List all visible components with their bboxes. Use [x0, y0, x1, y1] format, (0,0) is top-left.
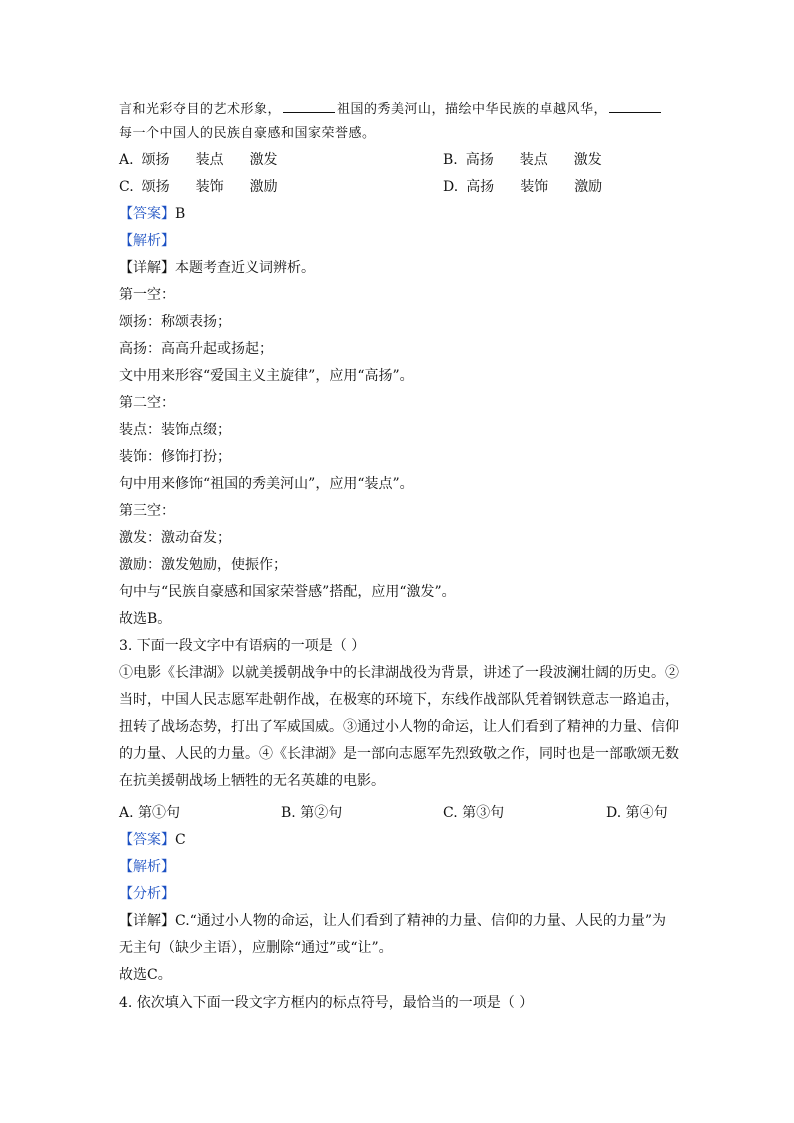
q2-line: 颂扬：称颂表扬；: [119, 314, 231, 330]
q2-option-a: A. 颂扬 装点 激发: [119, 152, 278, 168]
q2-line: 句中与“民族自豪感和国家荣誉感”搭配，应用“激发”。: [119, 584, 456, 600]
q3-option-d: D. 第④句: [606, 805, 668, 821]
q2-line: 第一空：: [119, 287, 175, 303]
blank-2: [609, 100, 661, 113]
q2-line: 第二空：: [119, 395, 175, 411]
q3-detail-line: 无主句（缺少主语），应删除“通过”或“让”。: [119, 940, 393, 956]
q4-stem: 4. 依次填入下面一段文字方框内的标点符号，最恰当的一项是（ ）: [119, 995, 534, 1011]
q3-analysis-label: 【解析】: [119, 859, 175, 875]
q3-passage-line: 在抗美援朝战场上牺牲的无名英雄的电影。: [119, 773, 385, 789]
q3-detail-line: 故选C。: [119, 967, 172, 983]
q3-stem: 3. 下面一段文字中有语病的一项是（ ）: [119, 638, 366, 654]
q2-stem-text: 祖国的秀美河山，描绘中华民族的卓越风华，: [337, 102, 608, 117]
q2-line: 句中用来修饰“祖国的秀美河山”，应用“装点”。: [119, 476, 414, 492]
q2-line: 装饰：修饰打扮；: [119, 449, 231, 465]
blank-1: [283, 100, 335, 113]
q3-option-c: C. 第③句: [443, 805, 505, 821]
q2-line: 激发：激动奋发；: [119, 530, 231, 546]
q2-answer: 【答案】B: [119, 206, 186, 222]
q2-line: 故选B。: [119, 611, 172, 627]
q2-analysis-label: 【解析】: [119, 233, 175, 249]
q2-stem-line-2: 每一个中国人的民族自豪感和国家荣誉感。: [119, 126, 376, 141]
q3-option-b: B. 第②句: [281, 805, 343, 821]
q3-fenxi-label: 【分析】: [119, 886, 175, 902]
q2-detail: 【详解】本题考查近义词辨析。: [119, 260, 315, 276]
q2-line: 高扬：高高升起或扬起；: [119, 341, 273, 357]
q3-passage-line: ①电影《长津湖》以就美援朝战争中的长津湖战役为背景，讲述了一段波澜壮阔的历史。②: [119, 665, 679, 681]
q3-detail-line: 【详解】C.“通过小人物的命运，让人们看到了精神的力量、信仰的力量、人民的力量”为: [119, 913, 666, 929]
q2-line: 装点：装饰点缀；: [119, 422, 231, 438]
q2-stem-line-1: [119, 100, 679, 120]
q3-passage-line: 的力量、人民的力量。④《长津湖》是一部向志愿军先烈致敬之作，同时也是一部歌颂无数: [119, 746, 679, 762]
q2-option-b: B. 高扬 装点 激发: [443, 152, 602, 168]
q2-line: 文中用来形容“爱国主义主旋律”，应用“高扬”。: [119, 368, 414, 384]
q2-line: 激励：激发勉励，使振作；: [119, 557, 287, 573]
q2-option-d: D. 高扬 装饰 激励: [443, 179, 603, 195]
q2-line: 第三空：: [119, 503, 175, 519]
q3-option-a: A. 第①句: [119, 805, 181, 821]
q3-passage-line: 当时，中国人民志愿军赴朝作战，在极寒的环境下，东线作战部队凭着钢铁意志一路追击，: [119, 692, 679, 708]
q3-answer: 【答案】C: [119, 832, 186, 848]
q2-stem-text: 言和光彩夺目的艺术形象，: [119, 102, 282, 117]
q3-passage-line: 扭转了战场态势，打出了军威国威。③通过小人物的命运，让人们看到了精神的力量、信仰: [119, 719, 679, 735]
q2-option-c: C. 颂扬 装饰 激励: [119, 179, 278, 195]
